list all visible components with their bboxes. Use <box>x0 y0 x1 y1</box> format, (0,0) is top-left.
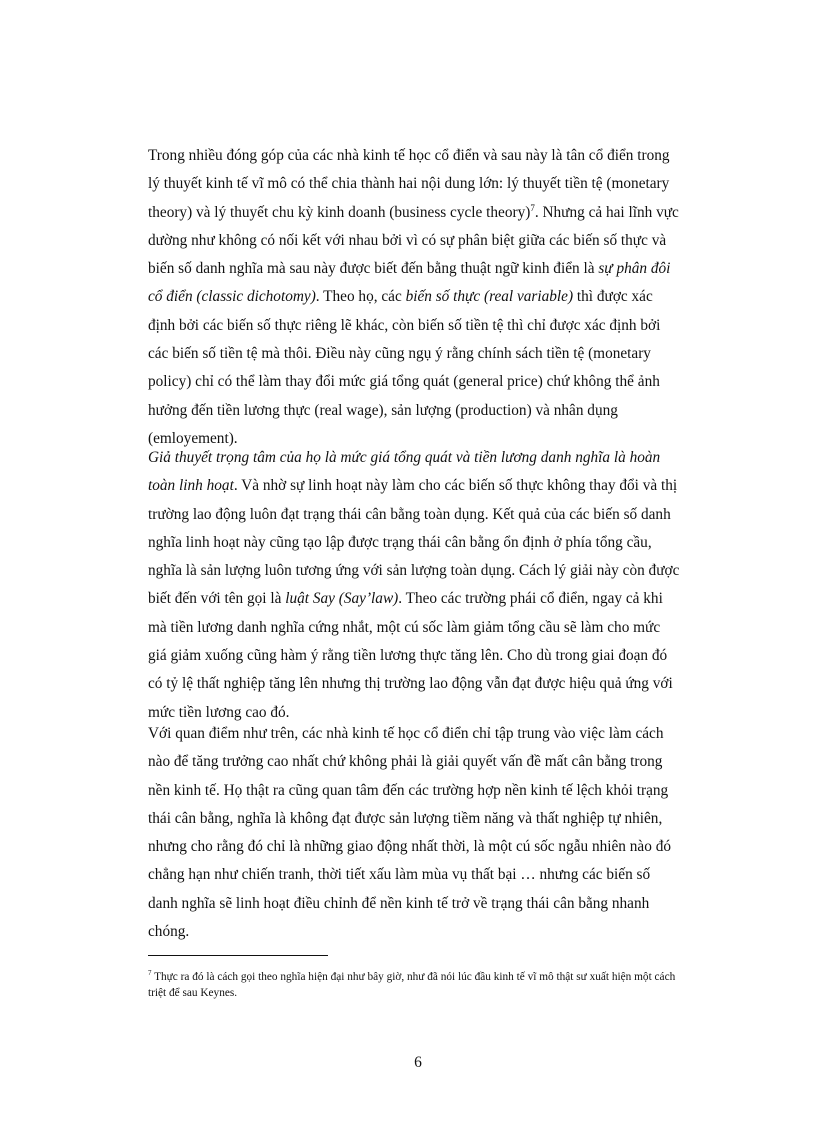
footnote-separator <box>148 955 328 956</box>
paragraph-3 <box>148 720 680 946</box>
p3-text-1: Với quan điểm như trên, các nhà kinh tế học cổ điển chỉ tập trung vào việc làm cách nào để tăng trưởng cao nhất chứ không phải là giải quyết vấn đề mất cân bằng trong nền kinh tế. Họ thật ra cũng quan tâm đến các trường hợp nền kinh tế lệch khỏi trạng thái cân bằng, nghĩa là không đạt được sản lượng tiềm năng và thất nghiệp tự nhiên, nhưng cho rằng đó chỉ là những giao động nhất thời, là một cú sốc ngẫu nhiên nào đó chẳng hạn như chiến tranh, thời tiết xấu làm mùa vụ thất bại … nhưng các biến số danh nghĩa sẽ linh hoạt điều chỉnh để nền kinh tế trở về trạng thái cân bằng nhanh chóng. <box>148 725 671 941</box>
paragraph-2 <box>148 444 680 727</box>
p1-text-4: thì được xác định bởi các biến số thực riêng lẽ khác, còn biến số tiền tệ thì chỉ được xác định bởi các biến số tiền tệ mà thôi. Điều này cũng ngụ ý rằng chính sách tiền tệ (monetary policy) chỉ có thể làm thay đổi mức giá tổng quát (general price) chứ không thể ảnh hưởng đến tiền lương thực (real wage), sản lượng (production) và nhân dụng (emloyement). <box>148 288 661 447</box>
footnote-ref-7: 7 <box>530 202 535 213</box>
footnote <box>148 970 688 1001</box>
p1-term-real-variable: biến số thực (real variable) <box>405 288 574 306</box>
p2-hypothesis: Giả thuyết trọng tâm của họ là mức giá tổng quát và tiền lương danh nghĩa là hoàn toàn linh hoạt <box>148 449 661 495</box>
footnote-text: Thực ra đó là cách gọi theo nghĩa hiện đại như bây giờ, như đã nói lúc đầu kinh tế vĩ mô thật sư xuất hiện một cách triệt để sau Keynes. <box>148 971 676 999</box>
p2-text-1: . Và nhờ sự linh hoạt này làm cho các biến số thực không thay đổi và thị trường lao động luôn đạt trạng thái cân bằng toàn dụng. Kết quả của các biến số danh nghĩa linh hoạt này cũng tạo lập được trạng thái cân bằng ổn định ở phía tổng cầu, nghĩa là sản lượng luôn tương ứng với sản lượng toàn dụng. Cách lý giải này còn được biết đến với tên gọi là <box>148 477 680 608</box>
p1-text-3: . Theo họ, các <box>315 288 406 306</box>
footnote-marker: 7 <box>148 969 152 978</box>
p1-term-classic-dichotomy: sự phân đôi cổ điển (classic dichotomy) <box>148 260 671 306</box>
p1-text-2: . Nhưng cả hai lĩnh vực dường như không có nối kết với nhau bởi vì có sự phân biệt giữa các biến số thực và biến số danh nghĩa mà sau này được biết đến bằng thuật ngữ kinh điển là <box>148 203 679 278</box>
page-number: 6 <box>414 1054 422 1071</box>
p1-text-1: Trong nhiều đóng góp của các nhà kinh tế học cổ điển và sau này là tân cổ điển trong lý thuyết kinh tế vĩ mô có thể chia thành hai nội dung lớn: lý thuyết tiền tệ (monetary theory) và lý thuyết chu kỳ kinh doanh (business cycle theory) <box>148 147 670 221</box>
p2-term-says-law: luật Say (Say’law) <box>285 590 399 608</box>
p2-text-2: . Theo các trường phái cổ điển, ngay cả khi mà tiền lương danh nghĩa cứng nhắt, một cú sốc làm giảm tổng cầu sẽ làm cho mức giá giảm xuống cũng hàm ý rằng tiền lương thực tăng lên. Cho dù trong giai đoạn đó có tỷ lệ thất nghiệp tăng lên nhưng thị trường lao động vẫn đạt được hiệu quả ứng với mức tiền lương cao đó. <box>148 590 673 721</box>
paragraph-1 <box>148 142 680 453</box>
